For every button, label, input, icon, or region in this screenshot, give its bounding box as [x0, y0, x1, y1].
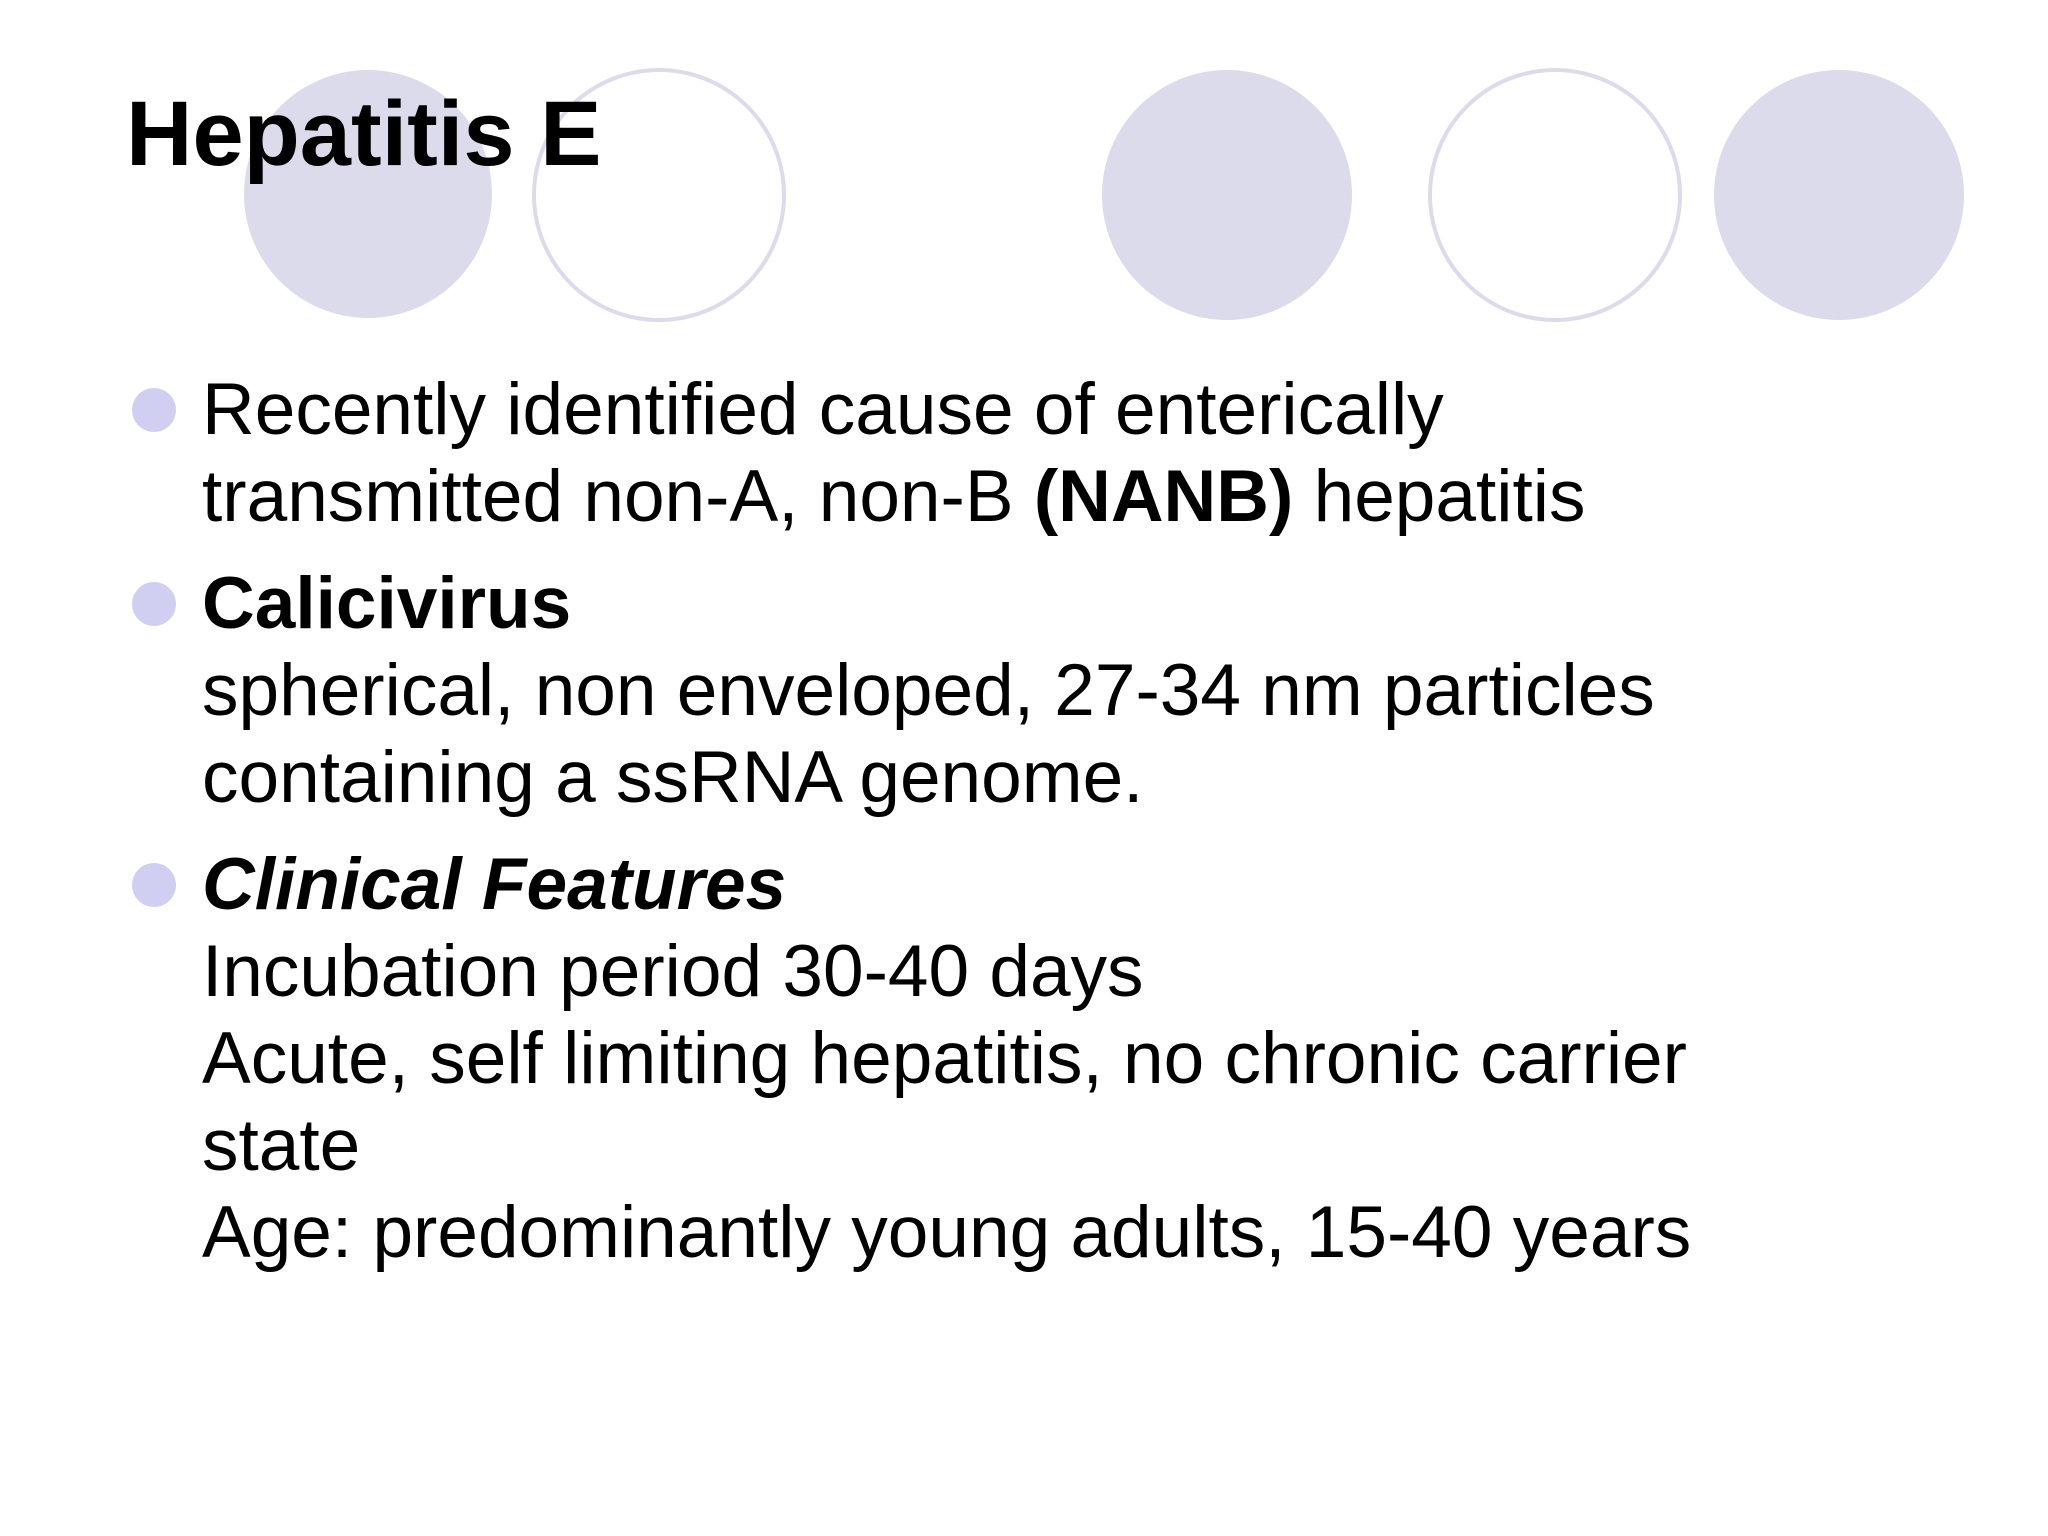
bullet-text: Incubation period 30-40 days: [202, 931, 1144, 1012]
bullet-list: [130, 366, 2010, 1296]
bullet-text: spherical, non enveloped, 27-34 nm particles: [202, 650, 1655, 731]
bullet-text: Age: predominantly young adults, 15-40 years: [202, 1192, 1692, 1273]
bullet-dot-icon: [132, 388, 176, 432]
bullet-text: state: [202, 1105, 361, 1186]
bullet-dot-icon: [132, 863, 176, 907]
bullet-text: Acute, self limiting hepatitis, no chronic carrier: [202, 1018, 1687, 1099]
bullet-item: [130, 560, 2010, 821]
bullet-text-line: [202, 453, 2010, 540]
bullet-dot-icon: [132, 582, 176, 626]
decorative-ring-circle: [1428, 68, 1682, 322]
decorative-filled-circle: [1714, 70, 1964, 320]
bullet-text: transmitted non-A, non-B: [202, 456, 1034, 537]
decorative-filled-circle: [1102, 70, 1352, 320]
bullet-text: Recently identified cause of enterically: [202, 369, 1444, 450]
bullet-item: [130, 841, 2010, 1276]
bullet-heading: Calicivirus: [202, 563, 572, 644]
bullet-heading: Clinical Features: [202, 844, 787, 925]
bullet-text: hepatitis: [1293, 456, 1586, 537]
bullet-item: [130, 366, 2010, 540]
slide-title: Hepatitis E: [126, 83, 602, 185]
bullet-bold-term: (NANB): [1033, 456, 1294, 537]
bullet-text: containing a ssRNA genome.: [202, 737, 1144, 818]
